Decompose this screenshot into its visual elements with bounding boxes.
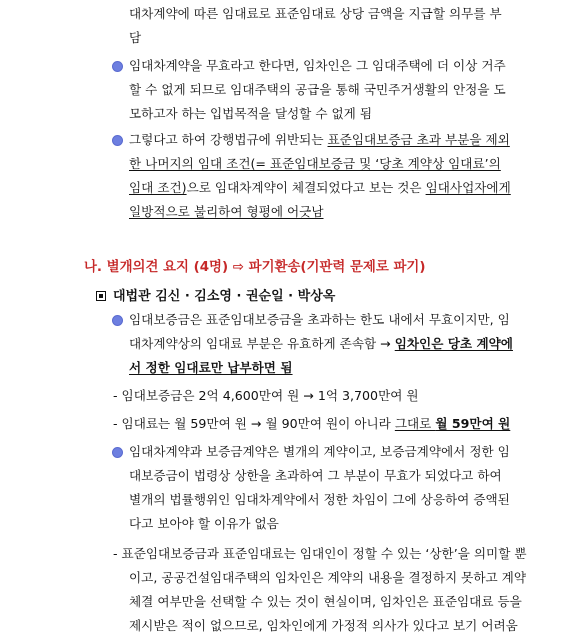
text-line: 모하고자 하는 입법목적을 달성할 수 없게 됨 xyxy=(129,106,372,121)
section-heading: 나. 별개의견 요지 (4명) ⇨ 파기환송(기판력 문제로 파기) xyxy=(84,260,426,275)
underlined-text: 임대사업자에게 xyxy=(425,180,511,195)
underlined-text: 표준임대보증금 초과 부분을 제외 xyxy=(327,132,510,147)
text-line: 담 xyxy=(129,30,142,45)
text-line: 이고, 공공건설임대주택의 임차인은 계약의 내용을 결정하지 못하고 계약 xyxy=(129,570,526,585)
bold-underlined-text: 월 59만여 원 xyxy=(435,416,511,431)
text-span: - 임대료는 월 59만여 원 → 월 90만여 원이 아니라 xyxy=(113,416,395,431)
text-span: 으로 임대차계약이 체결되었다고 보는 것은 xyxy=(186,180,426,195)
text-line: 대차계약에 따른 임대료로 표준임대료 상당 금액을 지급할 의무를 부 xyxy=(129,6,502,21)
square-box-icon xyxy=(96,291,106,301)
text-line: 임대차계약과 보증금계약은 별개의 계약이고, 보증금계약에서 정한 임 xyxy=(129,444,510,459)
blue-circle-bullet-icon xyxy=(112,61,123,72)
text-line: 제시받은 적이 없으므로, 임차인에게 가정적 의사가 있다고 보기 어려움 xyxy=(129,618,518,633)
blue-circle-bullet-icon xyxy=(112,135,123,146)
text-span: 그렇다고 하여 강행법규에 위반되는 xyxy=(129,132,328,147)
justices-label: 대법관 김신 · 김소영 · 권순일 · 박상옥 xyxy=(113,289,336,304)
text-line: 할 수 없게 되므로 임대주택의 공급을 통해 국민주거생활의 안정을 도 xyxy=(129,82,506,97)
underlined-text-line: 한 나머지의 임대 조건(= 표준임대보증금 및 ‘당초 계약상 임대료’의 xyxy=(129,156,501,171)
text-line xyxy=(129,180,511,196)
text-span: 대차계약상의 임대료 부분은 유효하게 존속함 → xyxy=(129,336,395,351)
text-line: 대보증금이 법령상 상한을 초과하여 그 부분이 무효가 되었다고 하여 xyxy=(129,468,502,483)
bold-underlined-text: 임차인은 당초 계약에 xyxy=(394,336,513,351)
text-line xyxy=(129,132,510,148)
bold-underlined-text-line: 서 정한 임대료만 납부하면 됨 xyxy=(129,360,293,375)
text-line: 별개의 법률행위인 임대차계약에서 정한 차임이 그에 상응하여 증액된 xyxy=(129,492,510,507)
blue-circle-bullet-icon xyxy=(112,447,123,458)
dash-item: - 표준임대보증금과 표준임대료는 임대인이 정할 수 있는 ‘상한’을 의미할 뿐 xyxy=(113,546,527,561)
blue-circle-bullet-icon xyxy=(112,315,123,326)
justices-title xyxy=(96,285,335,304)
text-line: 다고 보아야 할 이유가 없음 xyxy=(129,516,279,531)
dash-item xyxy=(113,416,510,432)
text-line: 임대보증금은 표준임대보증금을 초과하는 한도 내에서 무효이지만, 임 xyxy=(129,312,510,327)
dash-item: - 임대보증금은 2억 4,600만여 원 → 1억 3,700만여 원 xyxy=(113,388,419,403)
underlined-text: 그대로 xyxy=(394,416,436,431)
underlined-text-line: 일방적으로 불리하여 형평에 어긋남 xyxy=(129,204,324,219)
text-line: 임대차계약을 무효라고 한다면, 임차인은 그 임대주택에 더 이상 거주 xyxy=(129,58,506,73)
text-line: 체결 여부만을 선택할 수 있는 것이 현실이며, 임차인은 표준임대료 등을 xyxy=(129,594,522,609)
text-line xyxy=(129,336,513,352)
underlined-text: 임대 조건) xyxy=(129,180,187,195)
